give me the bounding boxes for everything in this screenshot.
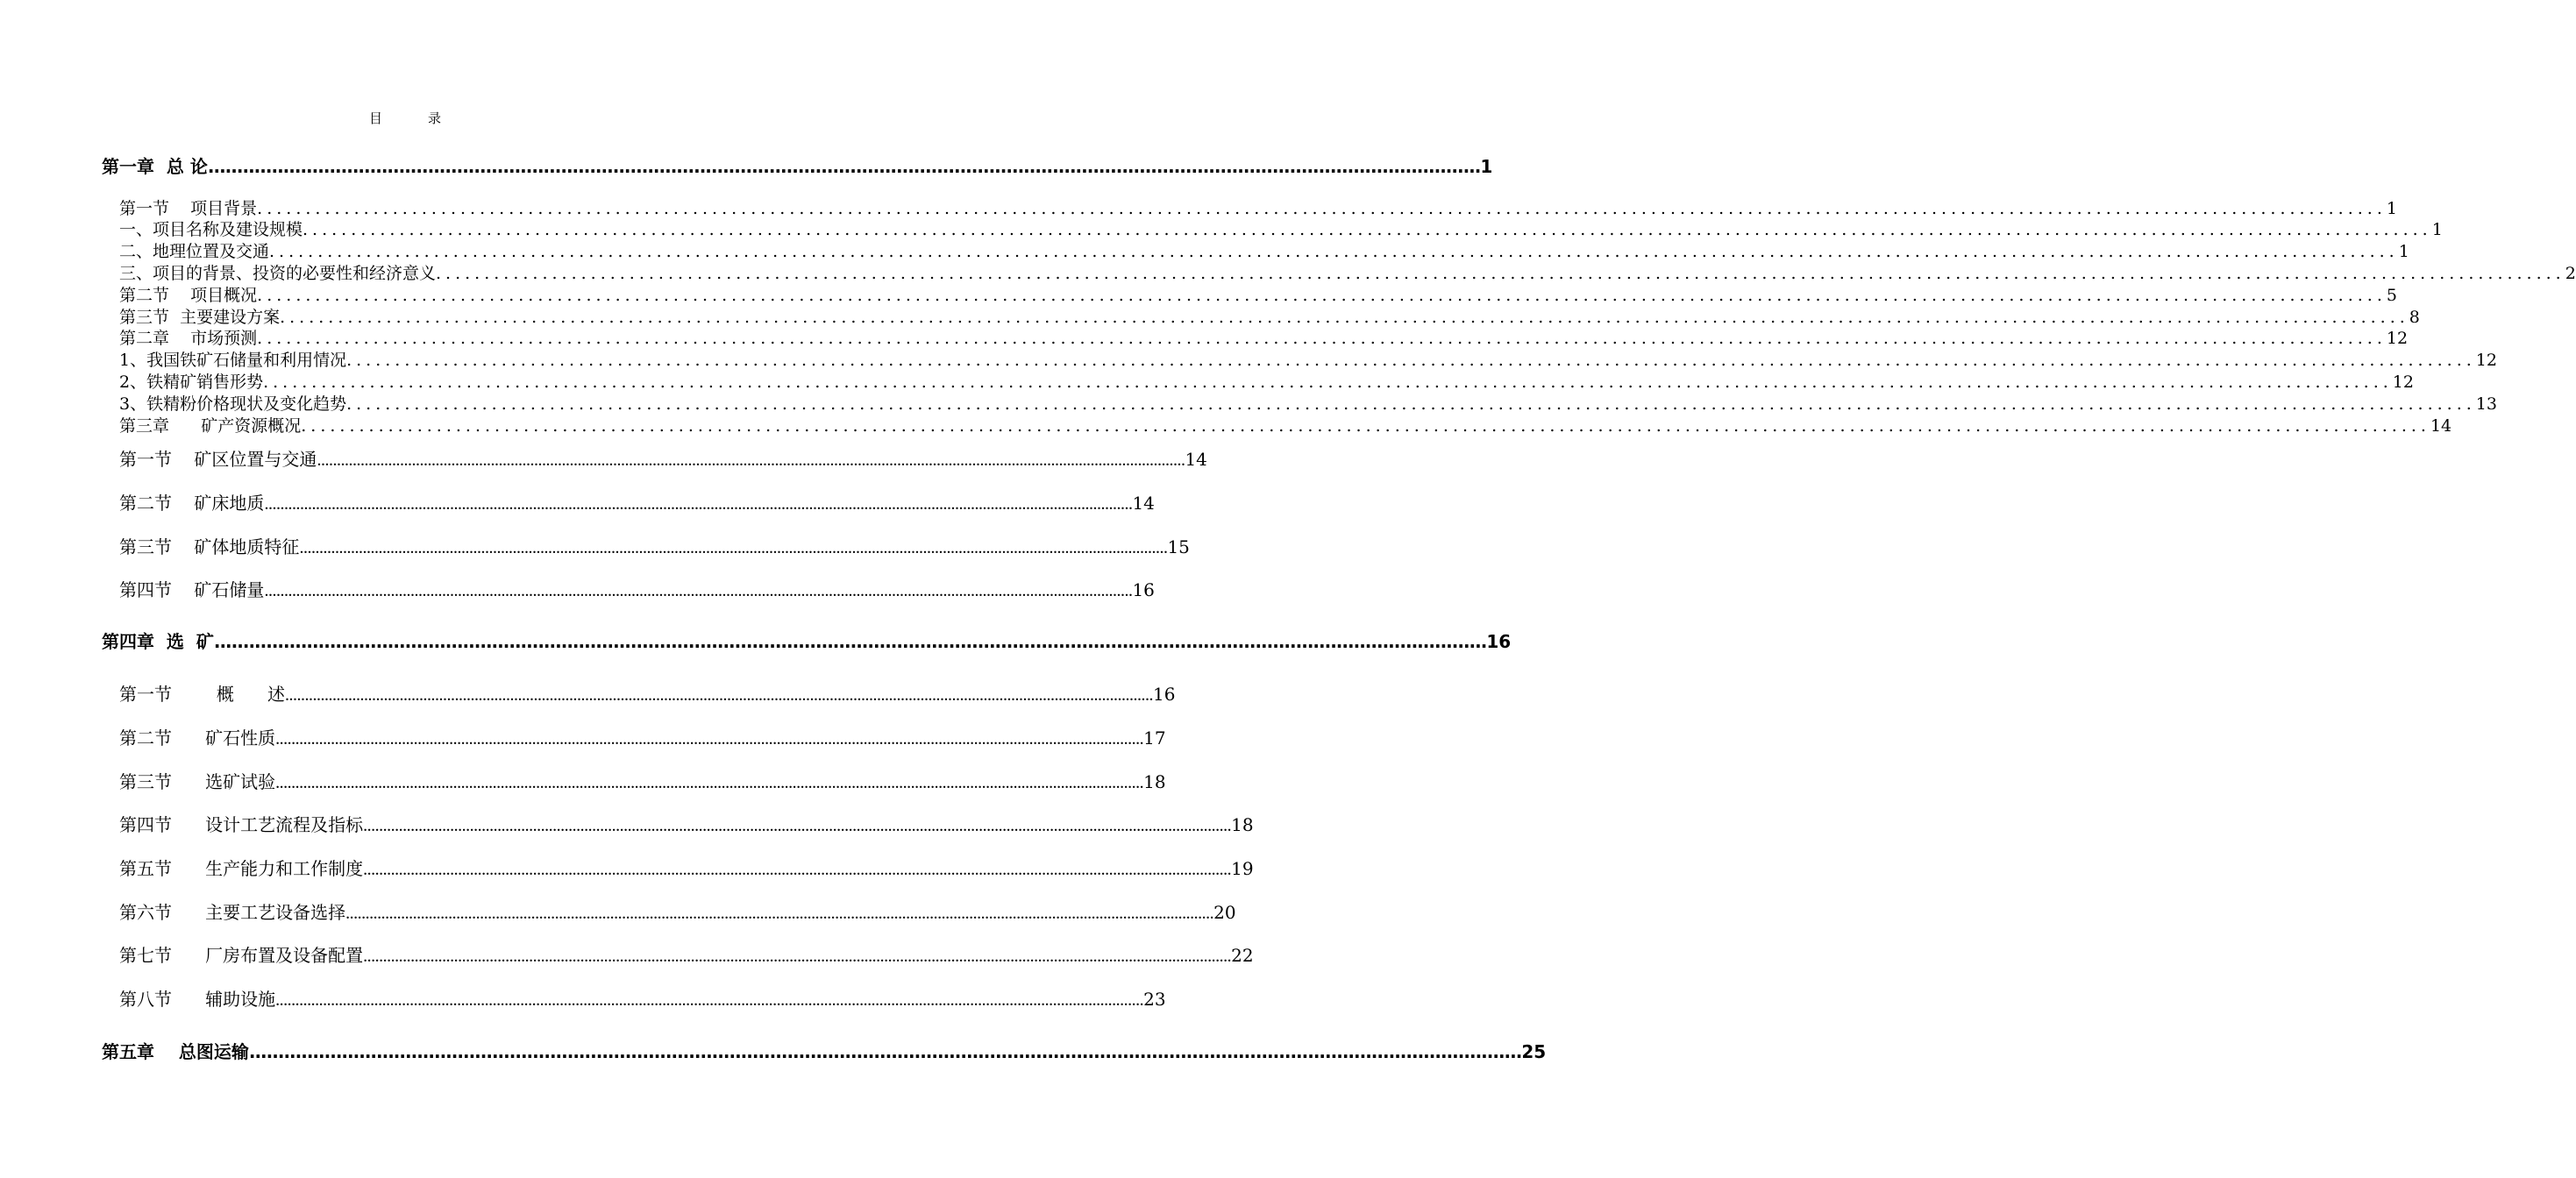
toc-entry-label: 第一节 项目背景 xyxy=(119,199,258,218)
toc-page-number: 25 xyxy=(1521,1041,1547,1062)
dot-leader: ............................................................................................................................................................................................................................ xyxy=(207,156,1481,177)
dot-leader: ............................................................................................................................................................................................................................ xyxy=(269,242,2399,261)
dot-leader: ............................................................................................................................................................................................................................ xyxy=(275,990,1144,1010)
toc-entry-label: 第三节 选矿试验 xyxy=(119,771,276,792)
toc-page-number: 5 xyxy=(2386,286,2397,305)
toc-page-number: 12 xyxy=(2392,373,2414,392)
toc-title-part2: 录 xyxy=(428,110,442,126)
toc-entry xyxy=(119,768,1166,793)
toc-page-number: 13 xyxy=(2475,394,2497,414)
dot-leader: ............................................................................................................................................................................................................................ xyxy=(285,685,1154,705)
toc-entry xyxy=(119,325,2409,349)
dot-leader: ............................................................................................................................................................................................................................ xyxy=(346,394,2476,414)
toc-entry-label: 2、铁精矿销售形势 xyxy=(119,373,264,392)
dot-leader: ............................................................................................................................................................................................................................ xyxy=(275,773,1144,792)
toc-entry xyxy=(119,391,2497,415)
dot-leader: ............................................................................................................................................................................................................................ xyxy=(299,538,1168,557)
toc-entry-label: 第二节 矿床地质 xyxy=(119,493,265,514)
toc-entry xyxy=(119,680,1176,706)
toc-page-number: 23 xyxy=(1143,989,1166,1010)
toc-chapter-entry xyxy=(102,628,1512,653)
toc-entry xyxy=(119,195,2397,219)
toc-entry-label: 第三节 主要建设方案 xyxy=(119,308,281,327)
toc-title xyxy=(0,109,810,127)
dot-leader: ............................................................................................................................................................................................................................ xyxy=(257,329,2387,348)
dot-leader: ............................................................................................................................................................................................................................ xyxy=(301,416,2430,436)
toc-page-number: 1 xyxy=(2431,220,2443,239)
dot-leader: ............................................................................................................................................................................................................................ xyxy=(436,264,2565,283)
toc-entry-label: 第二节 项目概况 xyxy=(119,286,258,305)
dot-leader: ............................................................................................................................................................................................................................ xyxy=(257,199,2387,218)
dot-leader: ............................................................................................................................................................................................................................ xyxy=(280,308,2409,327)
dot-leader: ............................................................................................................................................................................................................................ xyxy=(263,373,2393,392)
toc-entry xyxy=(119,216,2443,240)
toc-chapter-entry xyxy=(102,1038,1547,1063)
toc-page-number: 8 xyxy=(2409,308,2420,327)
toc-entry xyxy=(119,238,2409,262)
toc-entry xyxy=(119,985,1166,1011)
toc-page-number: 16 xyxy=(1153,684,1176,705)
toc-page-number: 16 xyxy=(1132,579,1155,600)
toc-entry-label: 第八节 辅助设施 xyxy=(119,989,276,1010)
toc-entry-label: 第一章 总 论 xyxy=(102,156,208,177)
toc-page-number: 19 xyxy=(1231,858,1254,879)
toc-entry-label: 1、我国铁矿石储量和利用情况 xyxy=(119,351,347,370)
toc-entry xyxy=(119,898,1236,924)
dot-leader: ............................................................................................................................................................................................................................ xyxy=(363,860,1232,879)
toc-entry xyxy=(119,260,2576,284)
dot-leader: ............................................................................................................................................................................................................................ xyxy=(302,220,2432,239)
toc-entry xyxy=(119,445,1207,471)
toc-entry-label: 第一节 矿区位置与交通 xyxy=(119,449,317,470)
toc-title-part1: 目 xyxy=(368,110,382,126)
dot-leader: ............................................................................................................................................................................................................................ xyxy=(345,904,1214,923)
toc-page-number: 1 xyxy=(2398,242,2409,261)
toc-entry xyxy=(119,941,1254,967)
toc-entry-label: 二、地理位置及交通 xyxy=(119,242,270,261)
toc-entry-label: 第一节 概 述 xyxy=(119,684,286,705)
toc-page-number: 20 xyxy=(1213,902,1236,923)
toc-entry-label: 第四节 设计工艺流程及指标 xyxy=(119,814,364,835)
toc-entry-label: 第三章 矿产资源概况 xyxy=(119,416,302,436)
toc-entry-label: 一、项目名称及建设规模 xyxy=(119,220,303,239)
toc-page-number: 1 xyxy=(2386,199,2397,218)
toc-page-number: 14 xyxy=(1132,493,1155,514)
toc-page-number: 12 xyxy=(2386,329,2409,348)
dot-leader: ............................................................................................................................................................................................................................ xyxy=(264,581,1133,600)
toc-entry-label: 第七节 厂房布置及设备配置 xyxy=(119,945,364,966)
toc-entry-label: 三、项目的背景、投资的必要性和经济意义 xyxy=(119,264,437,283)
toc-page-number: 14 xyxy=(2430,416,2452,436)
toc-entry-label: 第五节 生产能力和工作制度 xyxy=(119,858,364,879)
toc-page-number: 18 xyxy=(1143,771,1166,792)
dot-leader: ............................................................................................................................................................................................................................ xyxy=(275,729,1144,749)
toc-entry xyxy=(119,282,2397,306)
toc-page-number: 15 xyxy=(1167,536,1190,557)
toc-entry xyxy=(119,369,2414,393)
toc-page-number: 1 xyxy=(1480,156,1493,177)
toc-entry-label: 第二节 矿石性质 xyxy=(119,727,276,749)
toc-entry-label: 第五章 总图运输 xyxy=(102,1041,249,1062)
dot-leader: ............................................................................................................................................................................................................................ xyxy=(213,631,1487,652)
toc-entry-label: 第六节 主要工艺设备选择 xyxy=(119,902,346,923)
dot-leader: ............................................................................................................................................................................................................................ xyxy=(248,1041,1522,1062)
toc-entry xyxy=(119,347,2497,371)
toc-entry xyxy=(119,811,1254,836)
toc-entry-label: 3、铁精粉价格现状及变化趋势 xyxy=(119,394,347,414)
dot-leader: ............................................................................................................................................................................................................................ xyxy=(264,494,1133,514)
dot-leader: ............................................................................................................................................................................................................................ xyxy=(363,947,1232,966)
toc-page-number: 16 xyxy=(1486,631,1512,652)
toc-entry-label: 第三节 矿体地质特征 xyxy=(119,536,300,557)
toc-entry xyxy=(119,724,1166,749)
toc-entry xyxy=(119,533,1190,558)
toc-page-number: 14 xyxy=(1185,449,1207,470)
dot-leader: ............................................................................................................................................................................................................................ xyxy=(257,286,2387,305)
toc-page-number: 2 xyxy=(2565,264,2576,283)
toc-entry-label: 第四章 选 矿 xyxy=(102,631,214,652)
toc-entry xyxy=(119,304,2420,328)
toc-entry xyxy=(119,855,1254,880)
toc-page-number: 22 xyxy=(1231,945,1254,966)
toc-page-number: 12 xyxy=(2475,351,2497,370)
toc-chapter-entry xyxy=(102,153,1493,178)
toc-page-number: 17 xyxy=(1143,727,1166,749)
toc-entry-label: 第二章 市场预测 xyxy=(119,329,258,348)
dot-leader: ............................................................................................................................................................................................................................ xyxy=(317,451,1185,470)
toc-entry xyxy=(119,413,2452,436)
toc-entry xyxy=(119,576,1155,601)
toc-page-number: 18 xyxy=(1231,814,1254,835)
dot-leader: ............................................................................................................................................................................................................................ xyxy=(346,351,2476,370)
toc-entry-label: 第四节 矿石储量 xyxy=(119,579,265,600)
dot-leader: ............................................................................................................................................................................................................................ xyxy=(363,816,1232,835)
toc-entry xyxy=(119,489,1155,514)
